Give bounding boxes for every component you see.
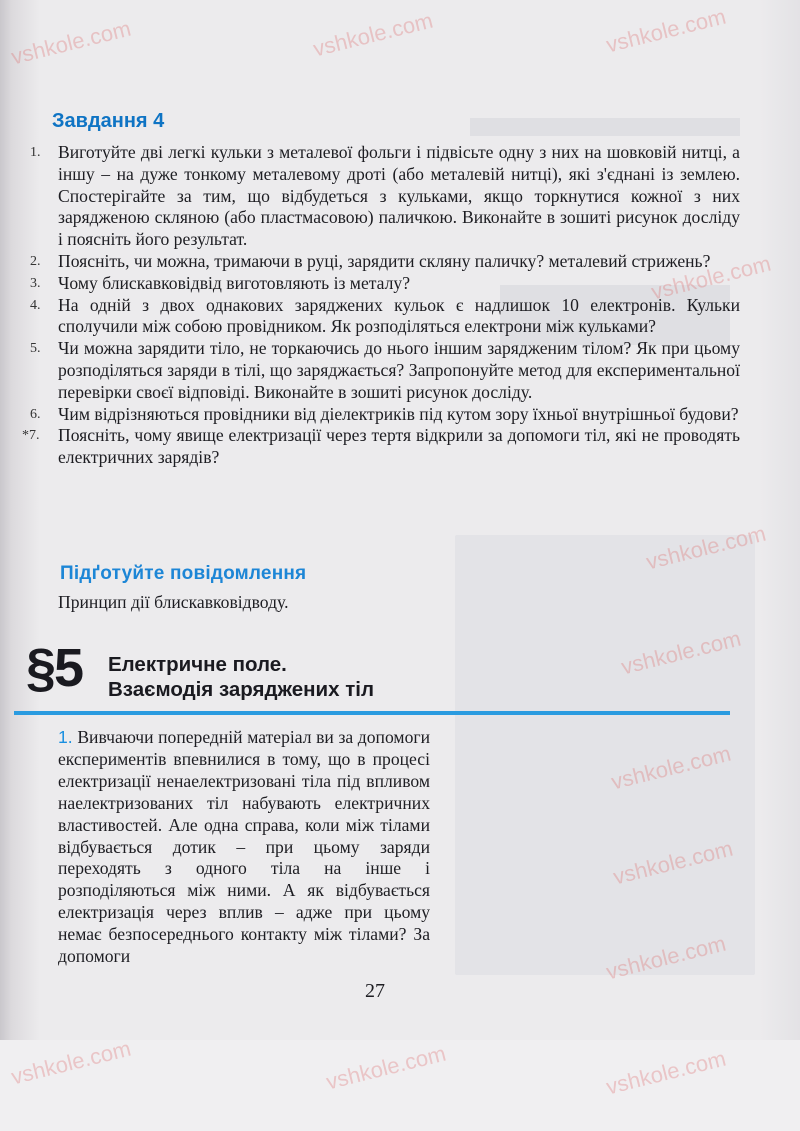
report-heading: Підґотуйте повідомлення: [60, 563, 307, 584]
watermark: vshkole.com: [310, 7, 436, 62]
watermark: vshkole.com: [603, 3, 729, 58]
page-number: 27: [365, 980, 385, 1002]
body-paragraph: [58, 727, 430, 968]
watermark: vshkole.com: [603, 1045, 729, 1100]
watermark: vshkole.com: [8, 15, 134, 70]
task-item: [22, 338, 740, 403]
watermark: vshkole.com: [323, 1040, 449, 1095]
section-title-line: Взаємодія заряджених тіл: [108, 678, 375, 701]
section-title: [108, 652, 374, 702]
task-number: 5.: [30, 341, 41, 357]
watermark: vshkole.com: [603, 930, 729, 985]
task-text: Поясніть, чому явище електризації через тертя відкрили за допомоги тіл, які не проводять електричних зарядів?: [58, 425, 740, 468]
task-number: 4.: [30, 297, 41, 313]
page-bottom-margin: [0, 1040, 800, 1131]
watermark: vshkole.com: [643, 520, 769, 575]
report-topic: Принцип дії блискавковідводу.: [58, 592, 289, 612]
watermark: vshkole.com: [8, 1035, 134, 1090]
task-number: *7.: [22, 428, 40, 444]
task-item: [22, 273, 740, 295]
task-number: 3.: [30, 275, 41, 291]
watermark: vshkole.com: [610, 835, 736, 890]
paragraph-text: Вивчаючи попередній матеріал ви за допомоги експериментів впевнилися в тому, що в процесі електризації ненаелектризовані тіла під впливом наелектризованих тіл набувають електричних властивостей. Але одна справа, коли між тілами відбувається дотик – при цьому заряди переходять з одного тіла на інше і розподіляються між ними. А як відбувається електризація через вплив – адже при цьому немає безпосереднього контакту між тілами? За допомоги: [58, 727, 430, 967]
task-item: [22, 251, 740, 273]
section-title-line: Електричне поле.: [108, 653, 287, 676]
show-through-figure: [455, 535, 755, 975]
task-number: 6.: [30, 406, 41, 422]
section-number: §5: [26, 638, 83, 698]
task-text: Чому блискавковідвід виготовляють із металу?: [58, 272, 411, 293]
paragraph-number: 1.: [58, 727, 73, 747]
task-text: Поясніть, чи можна, тримаючи в руці, зарядити скляну паличку? металевий стрижень?: [58, 250, 711, 271]
task-item: [22, 425, 740, 469]
task-number: 1.: [30, 145, 41, 160]
task-item: [22, 295, 740, 339]
section-divider: [14, 711, 730, 715]
watermark: vshkole.com: [648, 250, 774, 305]
task-number: 2.: [30, 253, 41, 269]
task-text: Чи можна зарядити тіло, не торкаючись до нього іншим зарядженим тілом? Як при цьому розподіляться заряди в тілі, що заряджається? Запропонуйте метод для експериментальної перевірки своєї відповіді. Виконайте в зошиті рисунок досліду.: [58, 338, 740, 402]
task-item: [22, 404, 740, 426]
task-text: На одній з двох однакових заряджених кульок є надлишок 10 електронів. Кульки сполучили між собою провідником. Як розподіляться електрони між кульками?: [58, 294, 740, 337]
task-text: Виготуйте дві легкі кульки з металевої фольги і підвісьте одну з них на шовковій нитці, а іншу – на дуже тонкому металевому дроті (або металевій нитці), які з'єднані із землею. Спостерігайте за тим, що відбудеться з кульками, якщо торкнутися кожної з них зарядженою скляною (або пластмасовою) паличкою. Виконайте в зошиті рисунок досліду і поясніть його результат.: [58, 142, 740, 250]
task-list: [22, 142, 740, 469]
watermark: vshkole.com: [618, 625, 744, 680]
task-heading: Завдання 4: [52, 110, 165, 132]
task-text: Чим відрізняються провідники від діелектриків під кутом зору їхньої внутрішньої будови?: [58, 403, 739, 424]
show-through-block: [470, 118, 740, 136]
task-item: [22, 142, 740, 251]
watermark: vshkole.com: [608, 740, 734, 795]
